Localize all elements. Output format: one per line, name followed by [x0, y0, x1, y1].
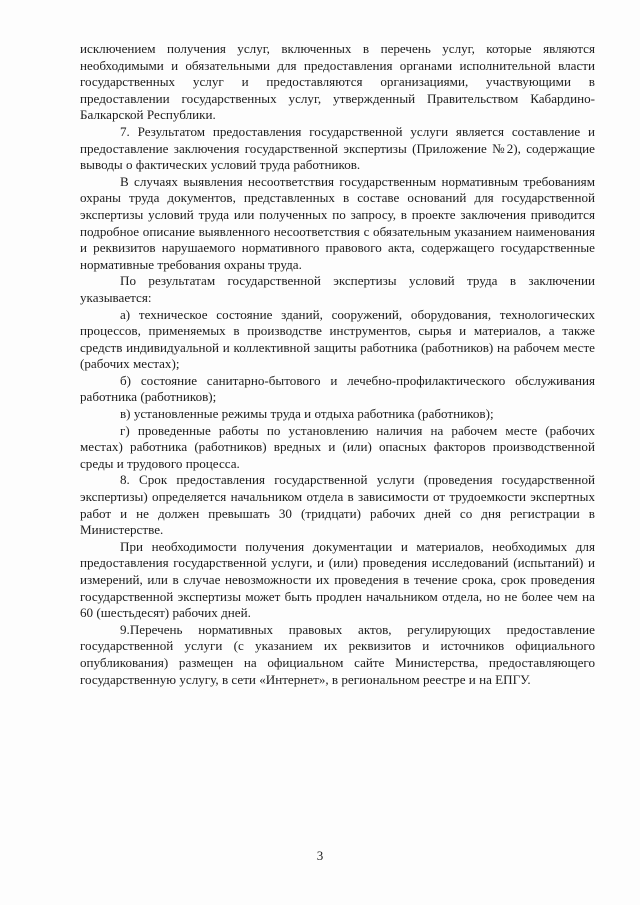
paragraph: 8. Срок предоставления государственной услуги (проведения государственной экспертизы) определяется начальником отдела в зависимости от трудоемкости экспертных работ и не должен превышать 30 (тридцати) рабочих дней со дня регистрации в Министерстве.: [80, 472, 595, 538]
paragraph: При необходимости получения документации и материалов, необходимых для предоставления государственной услуги, и (или) проведения исследований (испытаний) и измерений, или в случае невозможности их проведения в течение срока, срок проведения государственной экспертизы может быть продлен начальником отдела, но не более чем на 60 (шестьдесят) рабочих дней.: [80, 538, 595, 621]
paragraph: исключением получения услуг, включенных в перечень услуг, которые являются необходимыми и обязательными для предоставления органами исполнительной власти государственных услуг и предоставляются организациями, участвующими в предоставлении государственных услуг, утвержденный Правительством Кабардино-Балкарской Республики.: [80, 41, 595, 123]
paragraph: 7. Результатом предоставления государственной услуги является составление и предоставление заключения государственной экспертизы (Приложение №2), содержащие выводы о фактических условий труда работников.: [80, 123, 595, 173]
list-item: г) проведенные работы по установлению наличия на рабочем месте (рабочих местах) работника (работников) вредных и (или) опасных факторов производственной среды и трудового процесса.: [80, 422, 595, 471]
document-body: [80, 41, 595, 688]
page-number: 3: [316, 848, 324, 863]
list-item: в) установленные режимы труда и отдыха работника (работников);: [120, 406, 494, 422]
list-item: б) состояние санитарно-бытового и лечебно-профилактического обслуживания работника (работников);: [80, 372, 595, 405]
paragraph: По результатам государственной экспертизы условий труда в заключении указывается:: [80, 273, 595, 305]
paragraph: В случаях выявления несоответствия государственным нормативным требованиям охраны труда документов, представленных в составе оснований для государственной экспертизы условий труда или полученных по запросу, в проекте заключения приводится подробное описание выявленного несоответствия с обязательным указанием наименования и реквизитов нарушаемого нормативного правового акта, содержащего государственные нормативные требования охраны труда.: [80, 173, 595, 272]
paragraph: 9.Перечень нормативных правовых актов, регулирующих предоставление государственной услуги (с указанием их реквизитов и источников официального опубликования) размещен на официальном сайте Министерства, предоставляющего государственную услугу, в сети «Интернет», в региональном реестре и на ЕПГУ.: [80, 621, 595, 687]
list-item: а) техническое состояние зданий, сооружений, оборудования, технологических процессов, применяемых в производстве инструментов, сырья и материалов, а также средств индивидуальной и коллективной защиты работника (работников) на рабочем месте (рабочих местах);: [80, 306, 595, 372]
